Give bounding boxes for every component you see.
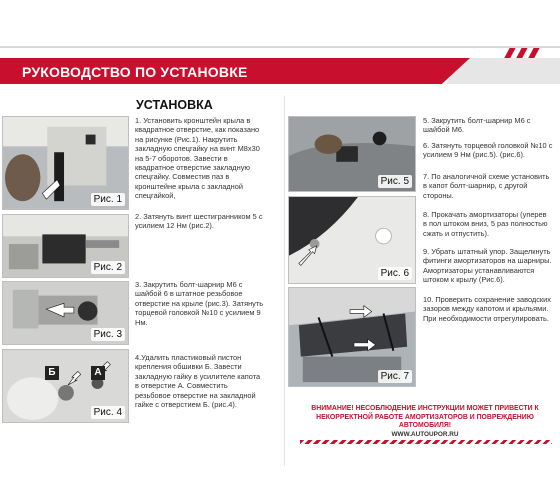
- text-line: 9. Убрать штатный упор. Защелкнуть: [423, 247, 551, 256]
- text-line: сжать и отпустить).: [423, 228, 490, 238]
- text-line: спецгайкой,: [135, 191, 176, 201]
- text-line: 2. Затянуть винт шестигранником 5 с: [135, 212, 263, 221]
- text-line: кронштейне крыла с закладной: [135, 181, 244, 191]
- text-line: 1. Установить кронштейн крыла в: [135, 116, 251, 125]
- warning-line: ВНИМАНИЕ! НЕСОБЛЮДЕНИЕ ИНСТРУКЦИИ МОЖЕТ ПРИВЕСТИ К: [311, 405, 539, 412]
- warning-line: НЕКОРРЕКТНОЙ РАБОТЕ АМОРТИЗАТОРОВ И ПОВРЕЖДЕНИЮ: [316, 413, 534, 421]
- text-line: 10. Проверить сохранение заводских: [423, 295, 551, 304]
- step-3-text: [135, 280, 283, 327]
- step-9-text: [423, 247, 557, 285]
- text-line: 3. Закрутить болт-шарнир М6 с: [135, 280, 243, 289]
- figure-4-label-b: Б: [45, 366, 59, 380]
- text-line: квадратное отверстие закладную: [135, 163, 250, 173]
- text-line: отверстие на крыле (рис.3). Затянуть: [135, 298, 264, 308]
- text-line: усилием 9 Нм (рис.5). (рис.6).: [423, 150, 525, 160]
- figure-2-caption: Рис. 2: [91, 261, 125, 274]
- figure-1-photo: [2, 116, 129, 210]
- text-line: закладную спецгайку на винт М8х30: [135, 144, 260, 154]
- figure-1-caption: Рис. 1: [91, 193, 125, 206]
- text-line: на рисунке (Рис.1). Накрутить: [135, 134, 238, 144]
- website-link[interactable]: WWW.AUTOUPOR.RU: [391, 431, 459, 438]
- text-line: 7. По аналогичной схеме установить: [423, 172, 550, 181]
- text-line: на 5-7 оборотов. Завести в: [135, 153, 228, 163]
- step-7-text: [423, 172, 557, 200]
- figure-3-caption: Рис. 3: [91, 328, 125, 341]
- text-line: шайбой М6.: [423, 125, 465, 135]
- text-line: штоком к крылу (Рис.6).: [423, 275, 505, 285]
- text-line: 8. Прокачать амортизаторы (уперев: [423, 210, 547, 219]
- text-line: фитинги амортизаторов на шарниры.: [423, 256, 552, 266]
- step-2-text: [135, 212, 283, 231]
- text-line: спецгайку. Совместив паз в: [135, 172, 230, 182]
- figure-7-caption: Рис. 7: [378, 370, 412, 383]
- text-line: При необходимости отрегулировать.: [423, 313, 549, 323]
- text-line: шайбой 6 в штатное резьбовое: [135, 289, 243, 299]
- text-line: закладную гайку в усилителе капота: [135, 371, 261, 381]
- text-line: в отверстие А. Совместить: [135, 381, 228, 391]
- text-line: крепления обшивки Б. Завести: [135, 362, 242, 372]
- figure-4-caption: Рис. 4: [91, 406, 125, 419]
- column-divider: [284, 96, 285, 466]
- text-line: зазоров между капотом и крыльями.: [423, 304, 549, 314]
- step-5-text: [423, 116, 557, 135]
- text-line: 4.Удалить пластиковый пистон: [135, 353, 242, 362]
- figure-4-label-a: A: [91, 366, 105, 380]
- figure-5-caption: Рис. 5: [378, 175, 412, 188]
- text-line: торцевой головкой №10 с усилием 9: [135, 308, 261, 318]
- page-title: РУКОВОДСТВО ПО УСТАНОВКЕ: [22, 64, 248, 80]
- step-4-text: [135, 353, 283, 409]
- header-top-stripe: [0, 46, 560, 48]
- figure-6-photo: [288, 196, 416, 284]
- text-line: 6. Затянуть торцевой головкой №10 с: [423, 141, 553, 150]
- figure-2-photo: [2, 214, 129, 278]
- text-line: гайке с отверстием Б. (рис.4).: [135, 400, 237, 410]
- step-6-text: [423, 141, 557, 160]
- step-8-text: [423, 210, 557, 238]
- text-line: стороны.: [423, 190, 454, 200]
- figure-4-photo: [2, 349, 129, 423]
- figure-3-photo: [2, 281, 129, 345]
- section-title: УСТАНОВКА: [136, 98, 213, 112]
- footer-hatch-stripe: [300, 440, 552, 444]
- text-line: квадратное отверстие, как показано: [135, 125, 260, 135]
- step-10-text: [423, 295, 557, 323]
- text-line: резьбовое отверстие на закладной: [135, 390, 256, 400]
- figure-7-photo: [288, 287, 416, 387]
- figure-6-caption: Рис. 6: [378, 267, 412, 280]
- warning-line: АВТОМОБИЛЯ!: [398, 422, 452, 430]
- text-line: 5. Закрутить болт-шарнир М6 с: [423, 116, 531, 125]
- text-line: усилием 12 Нм (рис.2).: [135, 221, 214, 231]
- text-line: в пол штоком вниз, 5 раз полностью: [423, 219, 548, 229]
- text-line: Амортизаторы устанавливаются: [423, 265, 535, 275]
- text-line: в капот болт-шарнир, с другой: [423, 181, 528, 191]
- figure-5-photo: [288, 116, 416, 192]
- step-1-text: [135, 116, 283, 201]
- warning-text: [298, 405, 552, 431]
- text-line: Нм.: [135, 317, 148, 327]
